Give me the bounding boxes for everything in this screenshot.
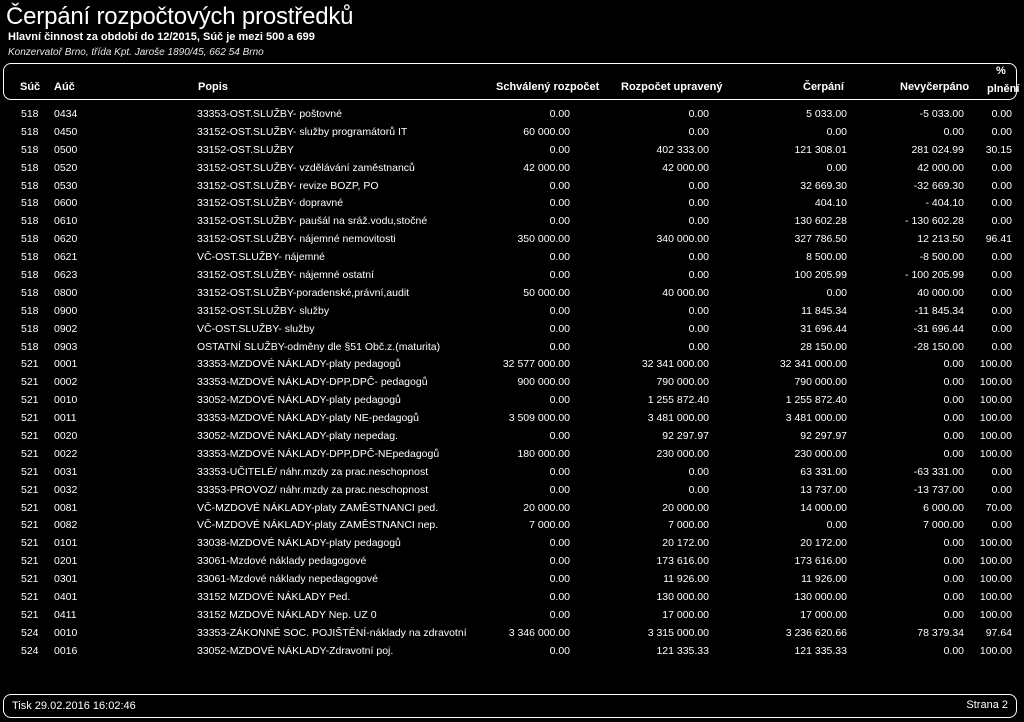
cell-auc: 0401 bbox=[54, 591, 78, 604]
table-row bbox=[0, 124, 1024, 142]
cell-nevycerpano: -13 737.00 bbox=[913, 483, 964, 496]
cell-popis: 33152-OST.SLUŽBY bbox=[197, 143, 294, 156]
cell-nevycerpano: 0.00 bbox=[943, 430, 964, 443]
header-upraveny: Rozpočet upravený bbox=[621, 81, 723, 93]
cell-cerpani: 8 500.00 bbox=[806, 251, 847, 264]
cell-pct-plneni: 0.00 bbox=[991, 465, 1012, 478]
cell-suc: 521 bbox=[21, 412, 39, 425]
column-header-box bbox=[3, 63, 1020, 100]
cell-auc: 0620 bbox=[54, 233, 78, 246]
cell-nevycerpano: 0.00 bbox=[943, 537, 964, 550]
cell-schvaleny: 0.00 bbox=[549, 197, 570, 210]
cell-suc: 521 bbox=[21, 376, 39, 389]
table-row bbox=[0, 178, 1024, 196]
cell-schvaleny: 0.00 bbox=[549, 269, 570, 282]
cell-schvaleny: 0.00 bbox=[549, 555, 570, 568]
cell-schvaleny: 0.00 bbox=[549, 340, 570, 353]
cell-nevycerpano: - 404.10 bbox=[925, 197, 964, 210]
cell-suc: 518 bbox=[21, 340, 39, 353]
cell-schvaleny: 0.00 bbox=[549, 644, 570, 657]
cell-nevycerpano: 281 024.99 bbox=[911, 143, 964, 156]
cell-cerpani: 0.00 bbox=[826, 125, 847, 138]
cell-upraveny: 0.00 bbox=[688, 269, 709, 282]
cell-nevycerpano: -5 033.00 bbox=[919, 108, 964, 120]
cell-schvaleny: 7 000.00 bbox=[529, 519, 570, 532]
cell-pct-plneni: 100.00 bbox=[979, 573, 1012, 586]
table-row bbox=[0, 195, 1024, 213]
cell-suc: 521 bbox=[21, 537, 39, 550]
table-row bbox=[0, 285, 1024, 303]
cell-upraveny: 0.00 bbox=[688, 108, 709, 120]
cell-suc: 518 bbox=[21, 215, 39, 228]
cell-cerpani: 121 308.01 bbox=[794, 143, 847, 156]
cell-auc: 0902 bbox=[54, 322, 78, 335]
cell-popis: 33353-MZDOVÉ NÁKLADY-DPP,DPČ-NEpedagogů bbox=[197, 447, 440, 460]
cell-auc: 0610 bbox=[54, 215, 78, 228]
cell-pct-plneni: 100.00 bbox=[979, 537, 1012, 550]
cell-schvaleny: 0.00 bbox=[549, 483, 570, 496]
cell-upraveny: 0.00 bbox=[688, 251, 709, 264]
cell-cerpani: 0.00 bbox=[826, 286, 847, 299]
cell-schvaleny: 0.00 bbox=[549, 179, 570, 192]
cell-nevycerpano: 40 000.00 bbox=[917, 286, 964, 299]
table-row bbox=[0, 607, 1024, 625]
cell-upraveny: 32 341 000.00 bbox=[641, 358, 709, 371]
cell-nevycerpano: -11 845.34 bbox=[914, 304, 964, 317]
cell-schvaleny: 0.00 bbox=[549, 608, 570, 621]
cell-popis: 33353-ZÁKONNÉ SOC. POJIŠTĚNÍ-náklady na zdravotní bbox=[197, 626, 467, 639]
cell-nevycerpano: 7 000.00 bbox=[923, 519, 964, 532]
cell-auc: 0010 bbox=[54, 394, 78, 407]
table-row bbox=[0, 643, 1024, 661]
cell-suc: 524 bbox=[21, 626, 39, 639]
page-number: Strana 2 bbox=[966, 699, 1008, 711]
header-pct: % bbox=[996, 65, 1006, 77]
cell-nevycerpano: -63 331.00 bbox=[913, 465, 964, 478]
table-row bbox=[0, 500, 1024, 518]
cell-pct-plneni: 0.00 bbox=[991, 197, 1012, 210]
header-auc: Aúč bbox=[54, 81, 75, 93]
cell-auc: 0081 bbox=[54, 501, 78, 514]
cell-schvaleny: 0.00 bbox=[549, 465, 570, 478]
cell-cerpani: 3 481 000.00 bbox=[785, 412, 847, 425]
cell-schvaleny: 0.00 bbox=[549, 322, 570, 335]
table-row bbox=[0, 482, 1024, 500]
cell-schvaleny: 3 509 000.00 bbox=[508, 412, 570, 425]
cell-popis: 33061-Mzdové náklady nepedagogové bbox=[197, 573, 378, 586]
cell-nevycerpano: 78 379.34 bbox=[917, 626, 964, 639]
cell-schvaleny: 0.00 bbox=[549, 304, 570, 317]
cell-auc: 0903 bbox=[54, 340, 78, 353]
cell-schvaleny: 0.00 bbox=[549, 537, 570, 550]
cell-auc: 0621 bbox=[54, 251, 78, 264]
cell-auc: 0600 bbox=[54, 197, 78, 210]
header-schvaleny: Schválený rozpočet bbox=[496, 81, 600, 93]
cell-pct-plneni: 100.00 bbox=[979, 608, 1012, 621]
cell-pct-plneni: 0.00 bbox=[991, 215, 1012, 228]
cell-pct-plneni: 0.00 bbox=[991, 519, 1012, 532]
cell-schvaleny: 180 000.00 bbox=[517, 447, 570, 460]
cell-suc: 521 bbox=[21, 447, 39, 460]
cell-pct-plneni: 100.00 bbox=[979, 358, 1012, 371]
cell-upraveny: 11 926.00 bbox=[663, 573, 709, 586]
cell-pct-plneni: 0.00 bbox=[991, 251, 1012, 264]
cell-nevycerpano: 0.00 bbox=[943, 644, 964, 657]
cell-schvaleny: 0.00 bbox=[549, 251, 570, 264]
cell-pct-plneni: 100.00 bbox=[979, 430, 1012, 443]
cell-upraveny: 0.00 bbox=[688, 125, 709, 138]
cell-pct-plneni: 0.00 bbox=[991, 179, 1012, 192]
cell-schvaleny: 0.00 bbox=[549, 591, 570, 604]
cell-schvaleny: 900 000.00 bbox=[517, 376, 570, 389]
cell-upraveny: 42 000.00 bbox=[662, 161, 709, 174]
cell-suc: 518 bbox=[21, 251, 39, 264]
report-subtitle: Hlavní činnost za období do 12/2015, Súč je mezi 500 a 699 bbox=[8, 31, 315, 43]
table-row bbox=[0, 339, 1024, 357]
cell-upraveny: 0.00 bbox=[688, 340, 709, 353]
cell-auc: 0530 bbox=[54, 179, 78, 192]
cell-schvaleny: 42 000.00 bbox=[523, 161, 570, 174]
cell-schvaleny: 0.00 bbox=[549, 394, 570, 407]
table-row bbox=[0, 446, 1024, 464]
cell-nevycerpano: - 100 205.99 bbox=[905, 269, 964, 282]
cell-cerpani: 0.00 bbox=[826, 519, 847, 532]
cell-pct-plneni: 70.00 bbox=[985, 501, 1012, 514]
cell-auc: 0020 bbox=[54, 430, 78, 443]
table-row bbox=[0, 410, 1024, 428]
cell-nevycerpano: 0.00 bbox=[943, 591, 964, 604]
cell-popis: 33353-MZDOVÉ NÁKLADY-DPP,DPČ- pedagogů bbox=[197, 376, 428, 389]
cell-cerpani: 173 616.00 bbox=[794, 555, 847, 568]
cell-cerpani: 130 000.00 bbox=[794, 591, 847, 604]
table-row bbox=[0, 517, 1024, 535]
cell-suc: 521 bbox=[21, 519, 39, 532]
cell-pct-plneni: 0.00 bbox=[991, 286, 1012, 299]
cell-popis: 33353-OST.SLUŽBY- poštovné bbox=[197, 108, 342, 120]
cell-upraveny: 340 000.00 bbox=[656, 233, 709, 246]
cell-cerpani: 13 737.00 bbox=[800, 483, 847, 496]
cell-pct-plneni: 0.00 bbox=[991, 483, 1012, 496]
table-row bbox=[0, 106, 1024, 124]
cell-popis: 33152-OST.SLUŽBY- nájemné ostatní bbox=[197, 269, 375, 282]
cell-pct-plneni: 30.15 bbox=[985, 143, 1012, 156]
cell-auc: 0623 bbox=[54, 269, 78, 282]
cell-popis: 33152-OST.SLUŽBY- paušál na sráž.vodu,stočné bbox=[197, 215, 428, 228]
cell-suc: 518 bbox=[21, 143, 39, 156]
table-row bbox=[0, 625, 1024, 643]
cell-suc: 521 bbox=[21, 608, 39, 621]
cell-popis: 33152-OST.SLUŽBY- nájemné nemovitosti bbox=[197, 233, 396, 246]
cell-nevycerpano: -31 696.44 bbox=[913, 322, 964, 335]
cell-auc: 0011 bbox=[54, 412, 77, 425]
cell-popis: 33061-Mzdové náklady pedagogové bbox=[197, 555, 367, 568]
cell-cerpani: 0.00 bbox=[826, 161, 847, 174]
cell-suc: 518 bbox=[21, 269, 39, 282]
cell-cerpani: 5 033.00 bbox=[806, 108, 847, 120]
cell-schvaleny: 0.00 bbox=[549, 573, 570, 586]
cell-nevycerpano: 0.00 bbox=[943, 376, 964, 389]
cell-cerpani: 31 696.44 bbox=[800, 322, 847, 335]
cell-upraveny: 0.00 bbox=[688, 465, 709, 478]
table-row bbox=[0, 392, 1024, 410]
cell-popis: VČ-OST.SLUŽBY- nájemné bbox=[197, 251, 325, 264]
cell-upraveny: 0.00 bbox=[688, 322, 709, 335]
cell-schvaleny: 0.00 bbox=[549, 430, 570, 443]
cell-popis: 33353-UČITELÉ/ náhr.mzdy za prac.neschopnost bbox=[197, 465, 429, 478]
cell-popis: 33052-MZDOVÉ NÁKLADY-platy nepedag. bbox=[197, 430, 398, 443]
cell-cerpani: 20 172.00 bbox=[800, 537, 847, 550]
cell-popis: 33152-OST.SLUŽBY-poradenské,právní,audit bbox=[197, 286, 410, 299]
cell-upraveny: 0.00 bbox=[688, 215, 709, 228]
cell-suc: 518 bbox=[21, 197, 39, 210]
table-row bbox=[0, 589, 1024, 607]
cell-pct-plneni: 100.00 bbox=[979, 376, 1012, 389]
cell-suc: 521 bbox=[21, 573, 39, 586]
header-popis: Popis bbox=[198, 81, 228, 93]
cell-auc: 0450 bbox=[54, 125, 78, 138]
cell-pct-plneni: 0.00 bbox=[991, 125, 1012, 138]
cell-cerpani: 121 335.33 bbox=[794, 644, 847, 657]
cell-auc: 0002 bbox=[54, 376, 78, 389]
cell-cerpani: 28 150.00 bbox=[800, 340, 847, 353]
cell-popis: 33353-MZDOVÉ NÁKLADY-platy pedagogů bbox=[197, 358, 401, 371]
cell-upraveny: 0.00 bbox=[688, 304, 709, 317]
cell-popis: 33152-OST.SLUŽBY- revize BOZP, PO bbox=[197, 179, 379, 192]
cell-auc: 0016 bbox=[54, 644, 78, 657]
cell-pct-plneni: 0.00 bbox=[991, 108, 1012, 120]
cell-auc: 0010 bbox=[54, 626, 78, 639]
cell-popis: 33353-MZDOVÉ NÁKLADY-platy NE-pedagogů bbox=[197, 412, 419, 425]
cell-upraveny: 20 172.00 bbox=[662, 537, 709, 550]
cell-popis: 33052-MZDOVÉ NÁKLADY-platy pedagogů bbox=[197, 394, 401, 407]
cell-nevycerpano: 42 000.00 bbox=[917, 161, 964, 174]
cell-upraveny: 40 000.00 bbox=[662, 286, 709, 299]
cell-pct-plneni: 0.00 bbox=[991, 161, 1012, 174]
cell-auc: 0900 bbox=[54, 304, 78, 317]
cell-popis: VČ-OST.SLUŽBY- služby bbox=[197, 322, 315, 335]
cell-upraveny: 402 333.00 bbox=[656, 143, 709, 156]
cell-schvaleny: 50 000.00 bbox=[523, 286, 570, 299]
footer-box bbox=[3, 694, 1017, 718]
cell-cerpani: 230 000.00 bbox=[794, 447, 847, 460]
cell-upraveny: 173 616.00 bbox=[656, 555, 709, 568]
table-row bbox=[0, 160, 1024, 178]
cell-nevycerpano: 0.00 bbox=[943, 447, 964, 460]
cell-cerpani: 17 000.00 bbox=[800, 608, 847, 621]
cell-suc: 521 bbox=[21, 430, 39, 443]
cell-auc: 0500 bbox=[54, 143, 78, 156]
cell-cerpani: 327 786.50 bbox=[794, 233, 847, 246]
header-plneni: plnění bbox=[987, 83, 1020, 95]
cell-suc: 518 bbox=[21, 179, 39, 192]
table-row bbox=[0, 142, 1024, 160]
cell-suc: 518 bbox=[21, 322, 39, 335]
cell-auc: 0520 bbox=[54, 161, 78, 174]
cell-nevycerpano: 0.00 bbox=[943, 412, 964, 425]
cell-suc: 521 bbox=[21, 394, 39, 407]
cell-popis: 33152-OST.SLUŽBY- služby bbox=[197, 304, 330, 317]
organization-address: Konzervatoř Brno, třída Kpt. Jaroše 1890/45, 662 54 Brno bbox=[8, 47, 264, 58]
cell-nevycerpano: 0.00 bbox=[943, 358, 964, 371]
cell-upraveny: 3 315 000.00 bbox=[647, 626, 709, 639]
cell-pct-plneni: 96.41 bbox=[985, 233, 1012, 246]
table-row bbox=[0, 231, 1024, 249]
cell-auc: 0201 bbox=[54, 555, 78, 568]
cell-suc: 521 bbox=[21, 591, 39, 604]
table-row bbox=[0, 535, 1024, 553]
cell-cerpani: 63 331.00 bbox=[800, 465, 847, 478]
header-suc: Súč bbox=[20, 81, 41, 93]
cell-cerpani: 790 000.00 bbox=[794, 376, 847, 389]
cell-cerpani: 130 602.28 bbox=[794, 215, 847, 228]
cell-popis: VČ-MZDOVÉ NÁKLADY-platy ZAMĚSTNANCI ped. bbox=[197, 501, 439, 514]
table-row bbox=[0, 303, 1024, 321]
table-row bbox=[0, 374, 1024, 392]
cell-schvaleny: 32 577 000.00 bbox=[502, 358, 570, 371]
cell-popis: 33152 MZDOVÉ NÁKLADY Ped. bbox=[197, 591, 351, 604]
cell-pct-plneni: 100.00 bbox=[979, 394, 1012, 407]
cell-auc: 0411 bbox=[54, 608, 77, 621]
cell-upraveny: 17 000.00 bbox=[662, 608, 709, 621]
cell-nevycerpano: -32 669.30 bbox=[913, 179, 964, 192]
cell-nevycerpano: 0.00 bbox=[943, 573, 964, 586]
cell-suc: 521 bbox=[21, 555, 39, 568]
cell-suc: 524 bbox=[21, 644, 39, 657]
cell-schvaleny: 0.00 bbox=[549, 215, 570, 228]
cell-nevycerpano: -8 500.00 bbox=[919, 251, 964, 264]
cell-cerpani: 11 926.00 bbox=[801, 573, 847, 586]
report-title: Čerpání rozpočtových prostředků bbox=[6, 3, 354, 30]
cell-pct-plneni: 100.00 bbox=[979, 644, 1012, 657]
cell-upraveny: 0.00 bbox=[688, 197, 709, 210]
cell-schvaleny: 0.00 bbox=[549, 108, 570, 120]
cell-pct-plneni: 100.00 bbox=[979, 412, 1012, 425]
table-row bbox=[0, 213, 1024, 231]
cell-suc: 518 bbox=[21, 286, 39, 299]
cell-auc: 0800 bbox=[54, 286, 78, 299]
cell-cerpani: 11 845.34 bbox=[801, 304, 847, 317]
table-row bbox=[0, 321, 1024, 339]
cell-nevycerpano: 6 000.00 bbox=[923, 501, 964, 514]
cell-popis: 33038-MZDOVÉ NÁKLADY-platy pedagogů bbox=[197, 537, 401, 550]
cell-cerpani: 32 669.30 bbox=[800, 179, 847, 192]
cell-nevycerpano: 0.00 bbox=[943, 555, 964, 568]
cell-schvaleny: 350 000.00 bbox=[517, 233, 570, 246]
cell-schvaleny: 3 346 000.00 bbox=[508, 626, 570, 639]
table-row bbox=[0, 428, 1024, 446]
table-row bbox=[0, 356, 1024, 374]
cell-nevycerpano: 0.00 bbox=[943, 394, 964, 407]
cell-upraveny: 0.00 bbox=[688, 179, 709, 192]
cell-nevycerpano: 12 213.50 bbox=[917, 233, 964, 246]
cell-suc: 518 bbox=[21, 161, 39, 174]
cell-auc: 0301 bbox=[54, 573, 78, 586]
cell-auc: 0101 bbox=[54, 537, 78, 550]
cell-popis: 33152-OST.SLUŽBY- dopravné bbox=[197, 197, 344, 210]
cell-nevycerpano: -28 150.00 bbox=[913, 340, 964, 353]
data-table bbox=[0, 106, 1024, 661]
cell-cerpani: 14 000.00 bbox=[800, 501, 847, 514]
cell-upraveny: 3 481 000.00 bbox=[647, 412, 709, 425]
table-row bbox=[0, 267, 1024, 285]
table-row bbox=[0, 464, 1024, 482]
cell-popis: 33353-PROVOZ/ náhr.mzdy za prac.neschopnost bbox=[197, 483, 429, 496]
cell-upraveny: 20 000.00 bbox=[662, 501, 709, 514]
cell-nevycerpano: 0.00 bbox=[943, 125, 964, 138]
cell-schvaleny: 20 000.00 bbox=[523, 501, 570, 514]
cell-pct-plneni: 97.64 bbox=[985, 626, 1012, 639]
cell-upraveny: 230 000.00 bbox=[656, 447, 709, 460]
cell-upraveny: 121 335.33 bbox=[656, 644, 709, 657]
cell-popis: VČ-MZDOVÉ NÁKLADY-platy ZAMĚSTNANCI nep. bbox=[197, 519, 439, 532]
cell-suc: 521 bbox=[21, 483, 39, 496]
cell-upraveny: 1 255 872.40 bbox=[647, 394, 709, 407]
cell-pct-plneni: 0.00 bbox=[991, 340, 1012, 353]
cell-auc: 0434 bbox=[54, 108, 78, 120]
cell-pct-plneni: 0.00 bbox=[991, 269, 1012, 282]
cell-suc: 521 bbox=[21, 465, 39, 478]
cell-pct-plneni: 100.00 bbox=[979, 591, 1012, 604]
cell-suc: 521 bbox=[21, 358, 39, 371]
header-nevycerpano: Nevyčerpáno bbox=[900, 81, 970, 93]
cell-cerpani: 100 205.99 bbox=[794, 269, 847, 282]
print-timestamp: Tisk 29.02.2016 16:02:46 bbox=[12, 700, 136, 712]
cell-popis: 33152 MZDOVÉ NÁKLADY Nep. UZ 0 bbox=[197, 608, 377, 621]
cell-cerpani: 3 236 620.66 bbox=[785, 626, 847, 639]
cell-auc: 0082 bbox=[54, 519, 78, 532]
cell-cerpani: 32 341 000.00 bbox=[779, 358, 847, 371]
cell-auc: 0032 bbox=[54, 483, 78, 496]
cell-pct-plneni: 100.00 bbox=[979, 447, 1012, 460]
cell-cerpani: 404.10 bbox=[814, 197, 847, 210]
cell-suc: 518 bbox=[21, 233, 39, 246]
cell-auc: 0031 bbox=[54, 465, 78, 478]
cell-pct-plneni: 0.00 bbox=[991, 304, 1012, 317]
cell-nevycerpano: - 130 602.28 bbox=[905, 215, 964, 228]
cell-suc: 518 bbox=[21, 304, 39, 317]
cell-pct-plneni: 100.00 bbox=[979, 555, 1012, 568]
cell-schvaleny: 60 000.00 bbox=[523, 125, 570, 138]
cell-upraveny: 790 000.00 bbox=[656, 376, 709, 389]
header-cerpani: Čerpání bbox=[803, 81, 844, 93]
cell-auc: 0001 bbox=[54, 358, 78, 371]
table-row bbox=[0, 249, 1024, 267]
cell-upraveny: 130 000.00 bbox=[656, 591, 709, 604]
cell-popis: OSTATNÍ SLUŽBY-odměny dle §51 Obč.z.(maturita) bbox=[197, 340, 441, 353]
cell-popis: 33152-OST.SLUŽBY- vzdělávání zaměstnanců bbox=[197, 161, 415, 174]
table-row bbox=[0, 571, 1024, 589]
cell-popis: 33152-OST.SLUŽBY- služby programátorů IT bbox=[197, 125, 408, 138]
cell-cerpani: 92 297.97 bbox=[800, 430, 847, 443]
cell-cerpani: 1 255 872.40 bbox=[785, 394, 847, 407]
cell-schvaleny: 0.00 bbox=[549, 143, 570, 156]
cell-auc: 0022 bbox=[54, 447, 78, 460]
cell-suc: 518 bbox=[21, 125, 39, 138]
cell-upraveny: 0.00 bbox=[688, 483, 709, 496]
cell-upraveny: 7 000.00 bbox=[668, 519, 709, 532]
cell-pct-plneni: 0.00 bbox=[991, 322, 1012, 335]
cell-suc: 518 bbox=[21, 108, 39, 120]
cell-upraveny: 92 297.97 bbox=[662, 430, 709, 443]
cell-nevycerpano: 0.00 bbox=[943, 608, 964, 621]
cell-suc: 521 bbox=[21, 501, 39, 514]
cell-popis: 33052-MZDOVÉ NÁKLADY-Zdravotní poj. bbox=[197, 644, 394, 657]
table-row bbox=[0, 553, 1024, 571]
